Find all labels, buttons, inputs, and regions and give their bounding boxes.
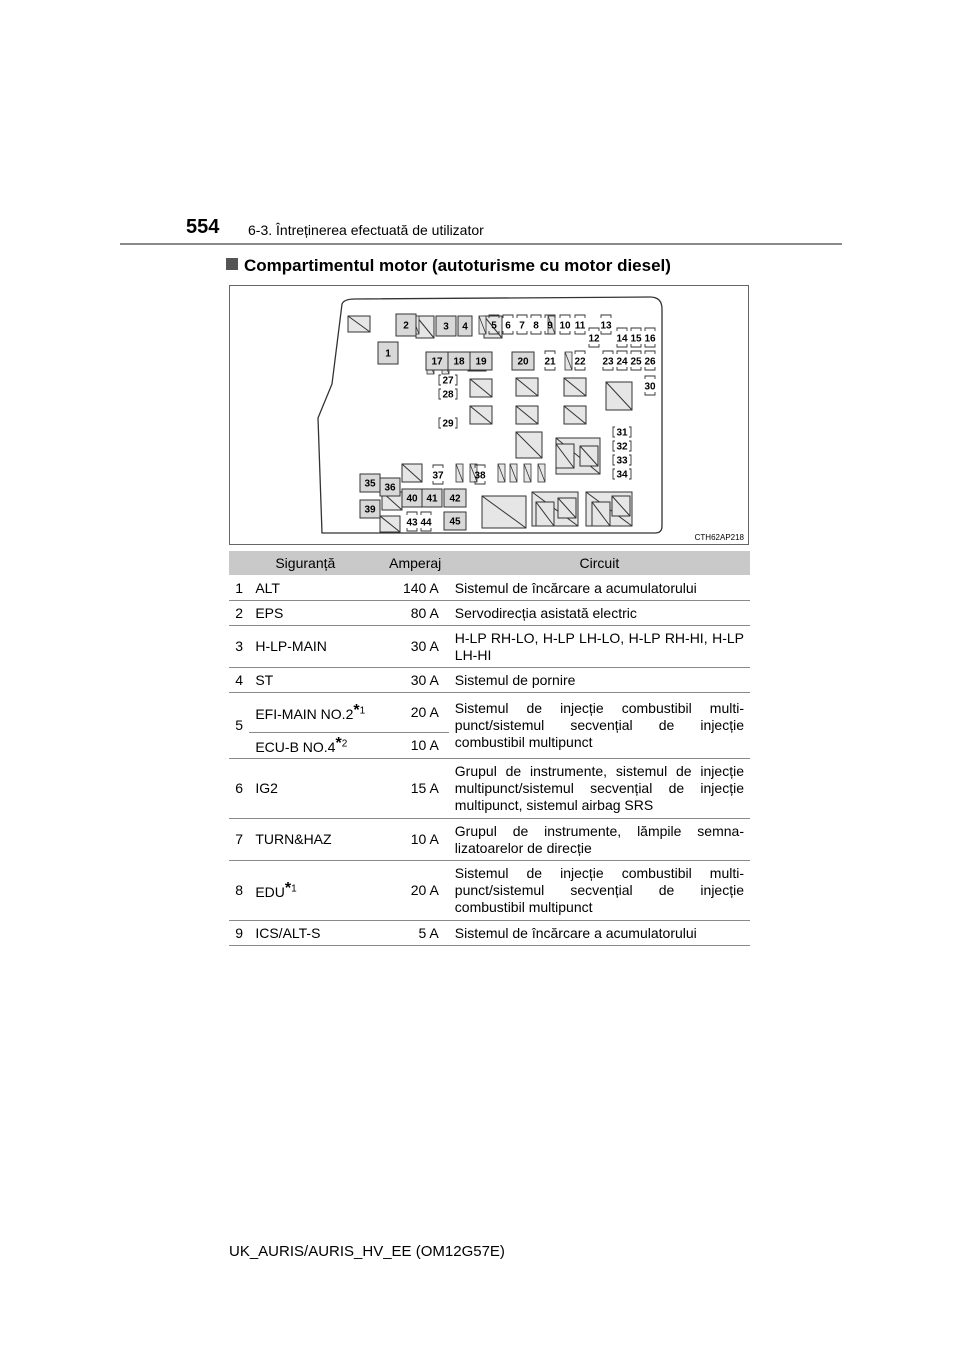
svg-text:3: 3 [443, 321, 449, 333]
fuse-amperage: 15 A [382, 759, 449, 819]
fuse-11 [575, 315, 586, 334]
table-row [229, 668, 750, 693]
fuse-name: EDU*$^1$ [249, 861, 381, 921]
svg-text:9: 9 [547, 320, 553, 332]
fuse-name: ALT [249, 576, 381, 601]
fuse-8 [531, 315, 541, 334]
table-row [229, 921, 750, 946]
relay-block [558, 498, 576, 518]
relay-block [482, 496, 526, 528]
svg-text:21: 21 [544, 356, 556, 368]
fuse-circuit: Sistemul de injecție combustibil multi-punct/sistemul secvențial de injecție combustibil multipunct [449, 693, 750, 759]
fuse-23 [602, 351, 614, 370]
fuse-circuit: Sistemul de pornire [449, 668, 750, 693]
relay-block [592, 502, 610, 526]
fuse-circuit: Sistemul de injecție combustibil multi-punct/sistemul secvențial de injecție combustibil multipunct [449, 861, 750, 921]
svg-text:4: 4 [462, 321, 468, 333]
fuse-name: IG2 [249, 759, 381, 819]
fuse-circuit: Grupul de instrumente, lămpile semna-lizatoarelor de direcție [449, 819, 750, 861]
relay-block [564, 378, 586, 396]
fuse-number: 2 [229, 601, 249, 626]
fuse-6 [503, 315, 513, 334]
fuse-number: 5 [229, 693, 249, 759]
fuse-10 [559, 315, 571, 334]
svg-text:27: 27 [442, 375, 454, 387]
fuse-name: TURN&HAZ [249, 819, 381, 861]
fuse-amperage: 30 A [382, 626, 449, 668]
fuse-36 [380, 478, 400, 496]
fuse-number: 8 [229, 861, 249, 921]
fuse-42 [444, 489, 466, 507]
fuse-43 [406, 512, 418, 531]
svg-text:32: 32 [616, 441, 628, 453]
relay-block [516, 378, 538, 396]
fuse-25 [630, 351, 642, 370]
relay-block [402, 464, 422, 482]
svg-text:15: 15 [630, 333, 642, 345]
fuse-number: 4 [229, 668, 249, 693]
svg-text:22: 22 [574, 356, 586, 368]
fuse-name: EFI-MAIN NO.2*$^1$ [249, 693, 381, 733]
fuse-34 [613, 469, 631, 481]
fuse-circuit: Sistemul de încărcare a acumulatorului [449, 576, 750, 601]
relay-block [470, 406, 492, 424]
fuse-22 [574, 351, 586, 370]
fuse-17 [426, 352, 448, 370]
table-row [229, 693, 750, 733]
fuse-16 [644, 328, 656, 347]
fuse-24 [616, 351, 628, 370]
fuse-1 [378, 342, 398, 364]
fuse-18 [448, 352, 470, 370]
fuse-table [229, 551, 750, 946]
fuse-12 [588, 328, 600, 347]
table-row [229, 759, 750, 819]
svg-text:35: 35 [364, 478, 376, 490]
fuse-29 [439, 418, 457, 430]
fuse-32 [613, 441, 631, 453]
fuse-41 [422, 489, 442, 507]
mini-fuse [538, 464, 545, 482]
table-row [229, 601, 750, 626]
section-title: 6-3. Întreținerea efectuată de utilizator [248, 222, 484, 238]
svg-text:29: 29 [442, 418, 454, 430]
fuse-37 [432, 465, 444, 484]
svg-text:40: 40 [406, 493, 418, 505]
fuse-number: 9 [229, 921, 249, 946]
svg-text:23: 23 [602, 356, 614, 368]
fuse-20 [512, 352, 534, 370]
svg-text:14: 14 [616, 333, 628, 345]
svg-text:25: 25 [630, 356, 642, 368]
relay-block [536, 502, 554, 526]
svg-text:30: 30 [644, 381, 656, 393]
table-header-row [229, 551, 750, 576]
mini-fuse [456, 464, 463, 482]
fuse-circuit: Sistemul de încărcare a acumulatorului [449, 921, 750, 946]
col-header-amperage: Amperaj [382, 551, 449, 576]
heading-text: Compartimentul motor (autoturisme cu motor diesel) [244, 256, 671, 275]
svg-text:36: 36 [384, 482, 396, 494]
fuse-44 [420, 512, 432, 531]
fuse-name: EPS [249, 601, 381, 626]
svg-text:43: 43 [406, 517, 418, 529]
svg-text:24: 24 [616, 356, 628, 368]
fuse-19 [470, 352, 492, 370]
svg-text:12: 12 [588, 333, 600, 345]
mini-fuse [498, 464, 505, 482]
svg-text:7: 7 [519, 320, 525, 332]
fuse-circuit: Servodirecția asistată electric [449, 601, 750, 626]
mini-fuse [479, 316, 486, 334]
col-header-fuse: Siguranță [229, 551, 382, 576]
svg-text:19: 19 [475, 356, 487, 368]
svg-text:2: 2 [403, 320, 409, 332]
relay-block [564, 406, 586, 424]
fuse-number: 3 [229, 626, 249, 668]
table-row [229, 861, 750, 921]
table-row [229, 626, 750, 668]
svg-text:28: 28 [442, 389, 454, 401]
relay-block [516, 406, 538, 424]
relay-block [606, 382, 632, 410]
square-bullet-icon [226, 258, 238, 270]
fuse-4 [458, 316, 472, 336]
svg-text:31: 31 [616, 427, 628, 439]
col-header-circuit: Circuit [449, 551, 750, 576]
svg-text:6: 6 [505, 320, 511, 332]
mini-fuse [565, 352, 572, 370]
relay-block [516, 432, 542, 458]
fuse-28 [439, 389, 457, 401]
svg-text:8: 8 [533, 320, 539, 332]
relay-block [470, 379, 492, 397]
relay-block [580, 446, 598, 466]
fuse-27 [439, 375, 457, 387]
fuse-amperage: 30 A [382, 668, 449, 693]
fuse-name: ST [249, 668, 381, 693]
svg-text:45: 45 [449, 516, 461, 528]
fuse-name: ECU-B NO.4*$^2$ [249, 733, 381, 759]
relay-block [612, 496, 630, 516]
svg-text:44: 44 [420, 517, 432, 529]
fuse-30 [644, 376, 656, 395]
svg-text:38: 38 [474, 470, 486, 482]
table-row [229, 819, 750, 861]
fuse-2 [396, 314, 416, 336]
fuse-number: 6 [229, 759, 249, 819]
svg-text:11: 11 [574, 320, 586, 332]
fuse-name: ICS/ALT-S [249, 921, 381, 946]
fuse-number: 1 [229, 576, 249, 601]
header-rule [120, 243, 842, 245]
svg-text:10: 10 [559, 320, 571, 332]
heading [226, 256, 671, 276]
fuse-amperage: 5 A [382, 921, 449, 946]
svg-text:41: 41 [426, 493, 438, 505]
fuse-14 [616, 328, 628, 347]
fuse-33 [613, 455, 631, 467]
fuse-circuit: Grupul de instrumente, sistemul de injecție multipunct/sistemul secvențial de injecție multipunct, sistemul airbag SRS [449, 759, 750, 819]
svg-text:42: 42 [449, 493, 461, 505]
svg-text:16: 16 [644, 333, 656, 345]
relay-block [380, 516, 400, 532]
svg-text:17: 17 [431, 356, 443, 368]
svg-text:13: 13 [600, 320, 612, 332]
fuse-number: 7 [229, 819, 249, 861]
fuse-35 [360, 474, 380, 492]
table-row [229, 576, 750, 601]
svg-text:33: 33 [616, 455, 628, 467]
svg-text:5: 5 [491, 320, 497, 332]
svg-text:20: 20 [517, 356, 529, 368]
diagram-code: CTH62AP218 [694, 533, 744, 542]
svg-text:26: 26 [644, 356, 656, 368]
svg-text:37: 37 [432, 470, 444, 482]
fuse-amperage: 80 A [382, 601, 449, 626]
fuse-31 [613, 427, 631, 439]
fuse-45 [444, 512, 466, 530]
fuse-26 [644, 351, 656, 370]
svg-text:18: 18 [453, 356, 465, 368]
relay-block [348, 316, 370, 332]
svg-text:39: 39 [364, 504, 376, 516]
mini-fuse [510, 464, 517, 482]
fuse-amperage: 140 A [382, 576, 449, 601]
fuse-amperage: 20 A [382, 861, 449, 921]
fuse-3 [436, 316, 456, 336]
fuse-40 [402, 489, 422, 507]
fuse-amperage: 20 A [382, 693, 449, 733]
fuse-15 [630, 328, 642, 347]
svg-text:1: 1 [385, 348, 391, 360]
mini-fuse [524, 464, 531, 482]
fuse-amperage: 10 A [382, 733, 449, 759]
fuse-amperage: 10 A [382, 819, 449, 861]
svg-text:34: 34 [616, 469, 628, 481]
fuse-39 [360, 500, 380, 518]
fuse-circuit: H-LP RH-LO, H-LP LH-LO, H-LP RH-HI, H-LP LH-HI [449, 626, 750, 668]
fuse-13 [600, 315, 612, 334]
fuse-7 [517, 315, 527, 334]
fuse-21 [544, 351, 556, 370]
fuse-box-diagram [229, 285, 749, 545]
page-number: 554 [186, 216, 220, 238]
relay-block [556, 444, 574, 468]
fuse-box-svg [230, 286, 748, 544]
fuse-name: H-LP-MAIN [249, 626, 381, 668]
footer-code: UK_AURIS/AURIS_HV_EE (OM12G57E) [229, 1243, 505, 1260]
